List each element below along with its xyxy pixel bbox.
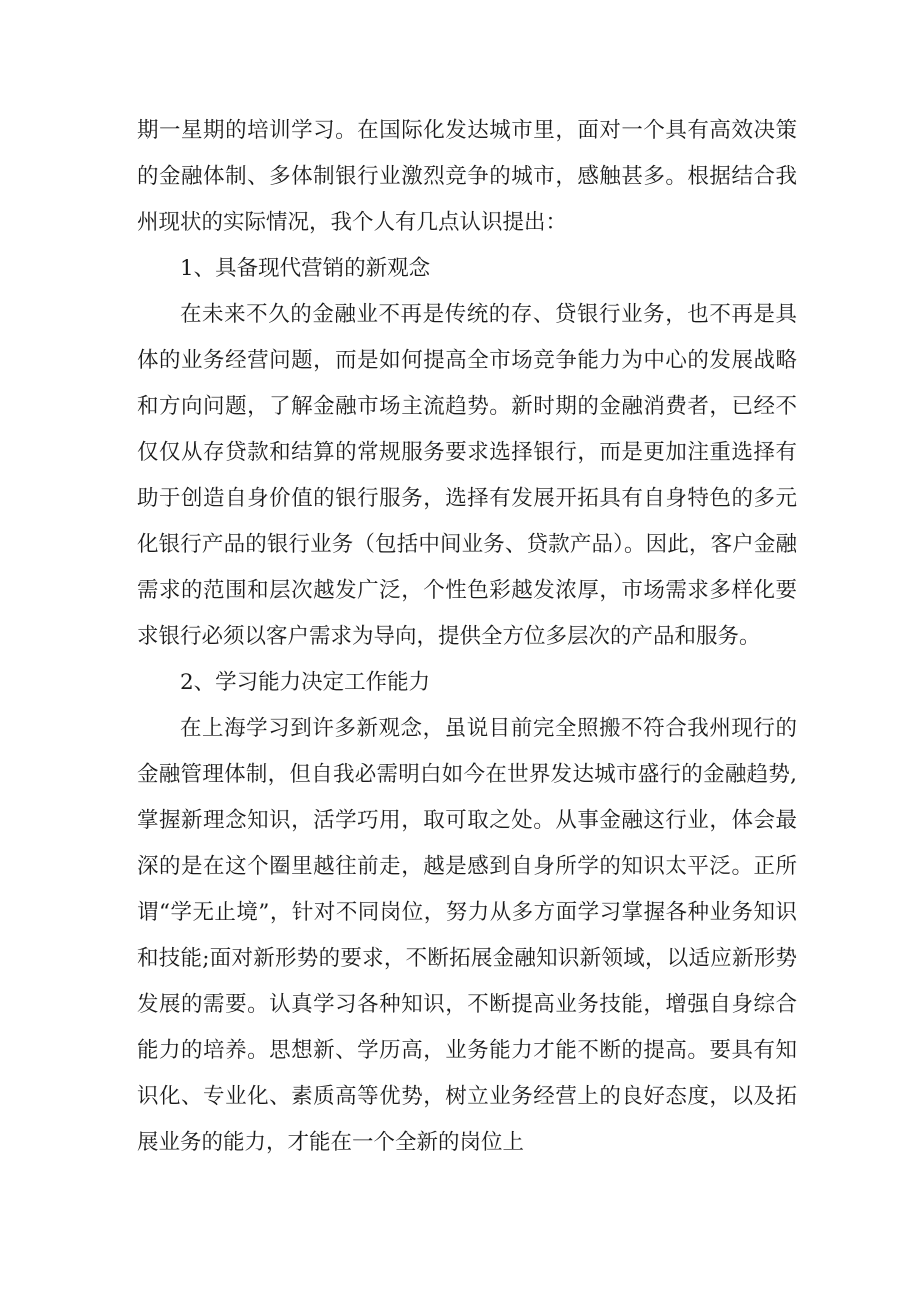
section-heading-2: 2、学习能力决定工作能力 bbox=[180, 670, 431, 695]
document-body bbox=[137, 108, 797, 1166]
paragraph-section-1: 在未来不久的金融业不再是传统的存、贷银行业务，也不再是具体的业务经营问题，而是如何提高全市场竞争能力为中心的发展战略和方向问题，了解金融市场主流趋势。新时期的金融消费者，已经不仅仅从存贷款和结算的常规服务要求选择银行，而是更加注重选择有助于创造自身价值的银行服务，选择有发展开拓具有自身特色的多元化银行产品的银行业务（包括中间业务、贷款产品）。因此，客户金融需求的范围和层次越发广泛，个性色彩越发浓厚，市场需求多样化要求银行必须以客户需求为导向，提供全方位多层次的产品和服务。 bbox=[137, 302, 797, 649]
paragraph-intro-continuation: 期一星期的培训学习。在国际化发达城市里，面对一个具有高效决策的金融体制、多体制银行业激烈竞争的城市，感触甚多。根据结合我州现状的实际情况，我个人有几点认识提出： bbox=[137, 118, 797, 235]
section-heading-1: 1、具备现代营销的新观念 bbox=[180, 256, 431, 281]
paragraph-section-2: 在上海学习到许多新观念，虽说目前完全照搬不符合我州现行的金融管理体制，但自我必需明白如今在世界发达城市盛行的金融趋势,掌握新理念知识，活学巧用，取可取之处。从事金融这行业，体会最深的是在这个圈里越往前走，越是感到自身所学的知识太平泛。正所谓“学无止境”，针对不同岗位，努力从多方面学习掌握各种业务知识和技能;面对新形势的要求，不断拓展金融知识新领域，以适应新形势发展的需要。认真学习各种知识，不断提高业务技能，增强自身综合能力的培养。思想新、学历高，业务能力才能不断的提高。要具有知识化、专业化、素质高等优势，树立业务经营上的良好态度，以及拓展业务的能力，才能在一个全新的岗位上 bbox=[137, 716, 797, 1155]
